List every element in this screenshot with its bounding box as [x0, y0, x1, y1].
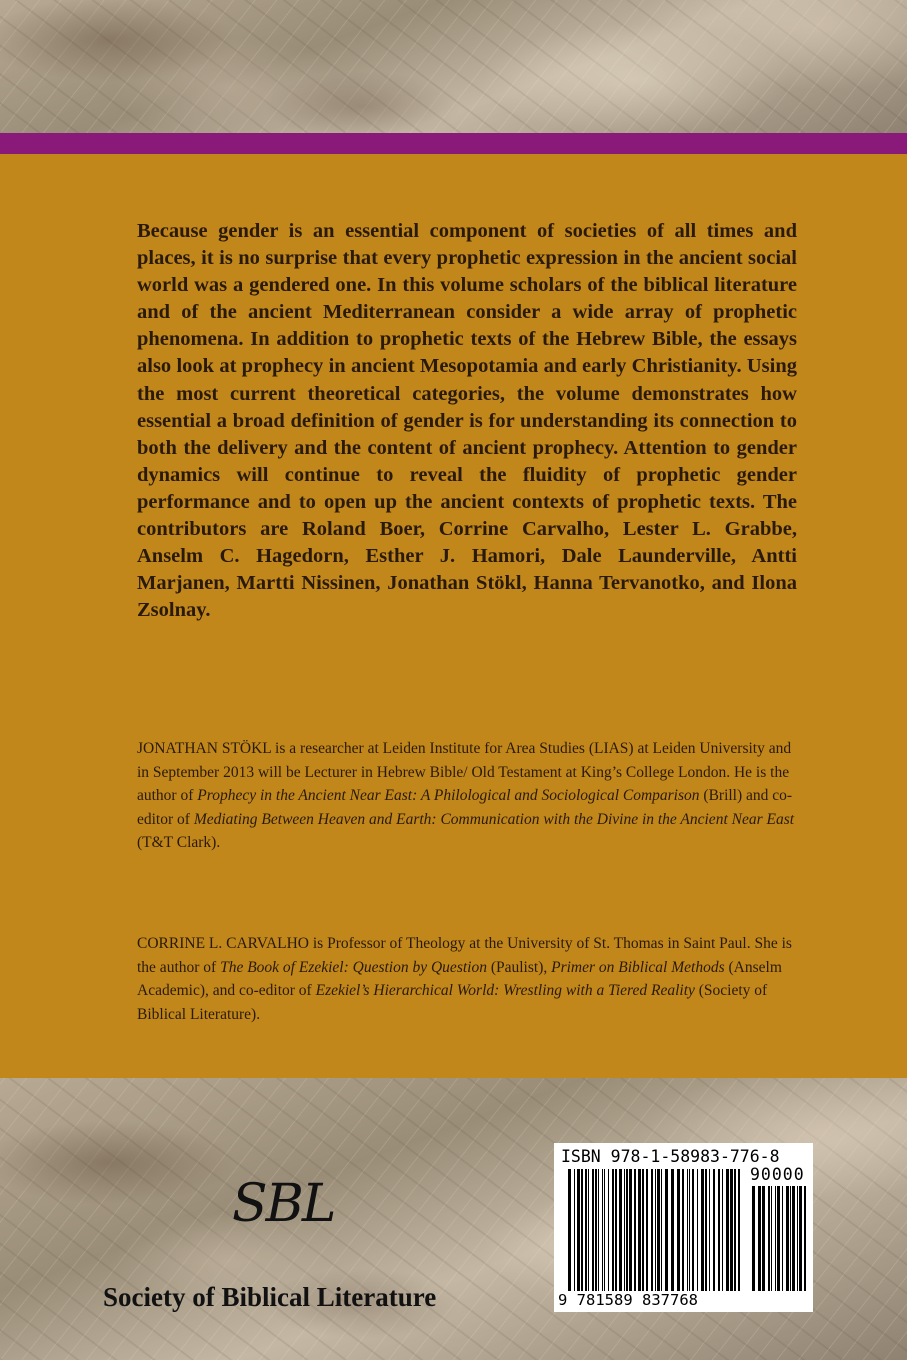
- barcode-bar: [624, 1169, 625, 1291]
- barcode-bar: [768, 1186, 770, 1291]
- barcode-bar: [608, 1169, 609, 1291]
- barcode-bar: [598, 1169, 599, 1291]
- barcode-bar: [762, 1186, 765, 1291]
- book-title: Primer on Biblical Methods: [551, 958, 725, 976]
- book-title: Prophecy in the Ancient Near East: A Philological and Sociological Comparison: [197, 787, 700, 804]
- barcode-bar: [629, 1169, 632, 1291]
- barcode-bar: [574, 1169, 575, 1291]
- barcode-bar: [713, 1169, 715, 1291]
- barcode-bar: [671, 1169, 674, 1291]
- bio-text: (Brill) and co-editor of: [137, 787, 793, 828]
- bio-text: (Anselm Academic), and co-editor of: [137, 958, 782, 999]
- barcode-bar: [697, 1169, 698, 1291]
- barcode-bar: [568, 1169, 571, 1291]
- ean-digits: 9 781589 837768: [558, 1291, 698, 1309]
- price-code: 90000: [750, 1165, 805, 1184]
- barcode-bar: [786, 1186, 789, 1291]
- barcode-bar: [771, 1186, 772, 1291]
- barcode-bar: [604, 1169, 605, 1291]
- barcode-bar: [581, 1169, 583, 1291]
- book-title: Mediating Between Heaven and Earth: Communication with the Divine in the Ancient Near East: [193, 810, 795, 828]
- barcode-bar: [792, 1186, 795, 1291]
- barcode-bar: [730, 1169, 733, 1291]
- barcode-bar: [655, 1169, 656, 1291]
- barcode-bar: [577, 1169, 580, 1291]
- book-title: Ezekiel’s Hierarchical World: Wrestling with a Tiered Reality: [315, 982, 695, 999]
- barcode-bar: [619, 1169, 622, 1291]
- addon-bars: [752, 1186, 806, 1291]
- barcode-bar: [646, 1169, 648, 1291]
- publisher-monogram: SBL: [232, 1174, 335, 1234]
- barcode-bar: [677, 1169, 680, 1291]
- barcode-bar: [595, 1169, 597, 1291]
- bio-text: (Society of Biblical Literature).: [137, 982, 768, 1023]
- barcode-bar: [799, 1186, 802, 1291]
- barcode-bar: [588, 1169, 589, 1291]
- author-bio-stokl: [137, 737, 797, 855]
- barcode-bar: [718, 1169, 720, 1291]
- barcode-bar: [665, 1169, 668, 1291]
- barcode-bar: [687, 1169, 688, 1291]
- barcode-bar: [738, 1169, 740, 1291]
- barcode-bar: [612, 1169, 614, 1291]
- barcode-bar: [682, 1169, 684, 1291]
- barcode-bar: [804, 1186, 806, 1291]
- barcode-bar: [642, 1169, 644, 1291]
- author-bio-carvalho: [137, 932, 797, 1026]
- barcode-bar: [692, 1169, 694, 1291]
- barcode-bar: [689, 1169, 690, 1291]
- barcode-bar: [790, 1186, 791, 1291]
- barcode-bar: [722, 1169, 723, 1291]
- ean-bars: [568, 1169, 740, 1291]
- bio-text: (Paulist),: [486, 958, 552, 976]
- barcode-bar: [709, 1169, 710, 1291]
- barcode-bar: [585, 1169, 587, 1291]
- barcode-bar: [602, 1169, 603, 1291]
- barcode-bar: [701, 1169, 704, 1291]
- publisher-name: Society of Biblical Literature: [103, 1282, 437, 1312]
- barcode-bar: [797, 1186, 798, 1291]
- bio-text: CORRINE L. CARVALHO is Professor of Theology at the University of St. Thomas in Saint Paul. She is the author of: [137, 935, 792, 976]
- barcode-bar: [775, 1186, 776, 1291]
- barcode-bar: [758, 1186, 761, 1291]
- accent-band: [0, 133, 907, 154]
- barcode-bar: [657, 1169, 660, 1291]
- barcode-bar: [752, 1186, 755, 1291]
- barcode-bar: [634, 1169, 636, 1291]
- barcode-bar: [782, 1186, 783, 1291]
- book-title: The Book of Ezekiel: Question by Question: [220, 958, 487, 976]
- bio-text: (T&T Clark).: [137, 834, 221, 851]
- stone-texture-top: [0, 0, 907, 133]
- barcode-bar: [705, 1169, 707, 1291]
- barcode: [554, 1143, 813, 1312]
- barcode-bar: [777, 1186, 780, 1291]
- barcode-bar: [734, 1169, 736, 1291]
- isbn-label: ISBN 978-1-58983-776-8: [561, 1147, 780, 1166]
- barcode-bar: [726, 1169, 729, 1291]
- book-description: Because gender is an essential component of societies of all times and places, it is no surprise that every prophetic expression in the ancient social world was a gendered one. In this volume scholars of the biblical literature and of the ancient Mediterranean consider a wide array of prophetic phenomena. In addition to prophetic texts of the Hebrew Bible, the essays also look at prophecy in ancient Mesopotamia and early Christianity. Using the most current theoretical categories, the volume demonstrates how essential a broad definition of gender is for understanding its connection to both the delivery and the content of ancient prophecy. Attention to gender dynamics will continue to reveal the fluidity of prophetic gender performance and to open up the ancient contexts of prophetic texts. The contributors are Roland Boer, Corrine Carvalho, Lester L. Grabbe, Anselm C. Hagedorn, Esther J. Hamori, Dale Launderville, Antti Marjanen, Martti Nissinen, Jonathan Stökl, Hanna Tervanotko, and Ilona Zsolnay.: [137, 220, 797, 622]
- barcode-bar: [615, 1169, 617, 1291]
- barcode-bar: [626, 1169, 628, 1291]
- barcode-bar: [661, 1169, 662, 1291]
- barcode-bar: [638, 1169, 641, 1291]
- barcode-bar: [592, 1169, 594, 1291]
- barcode-bar: [651, 1169, 653, 1291]
- bio-text: JONATHAN STÖKL is a researcher at Leiden Institute for Area Studies (LIAS) at Leiden University and in September 2013 will be Lecturer in Hebrew Bible/ Old Testament at King’s College London. He is the author of: [137, 740, 792, 804]
